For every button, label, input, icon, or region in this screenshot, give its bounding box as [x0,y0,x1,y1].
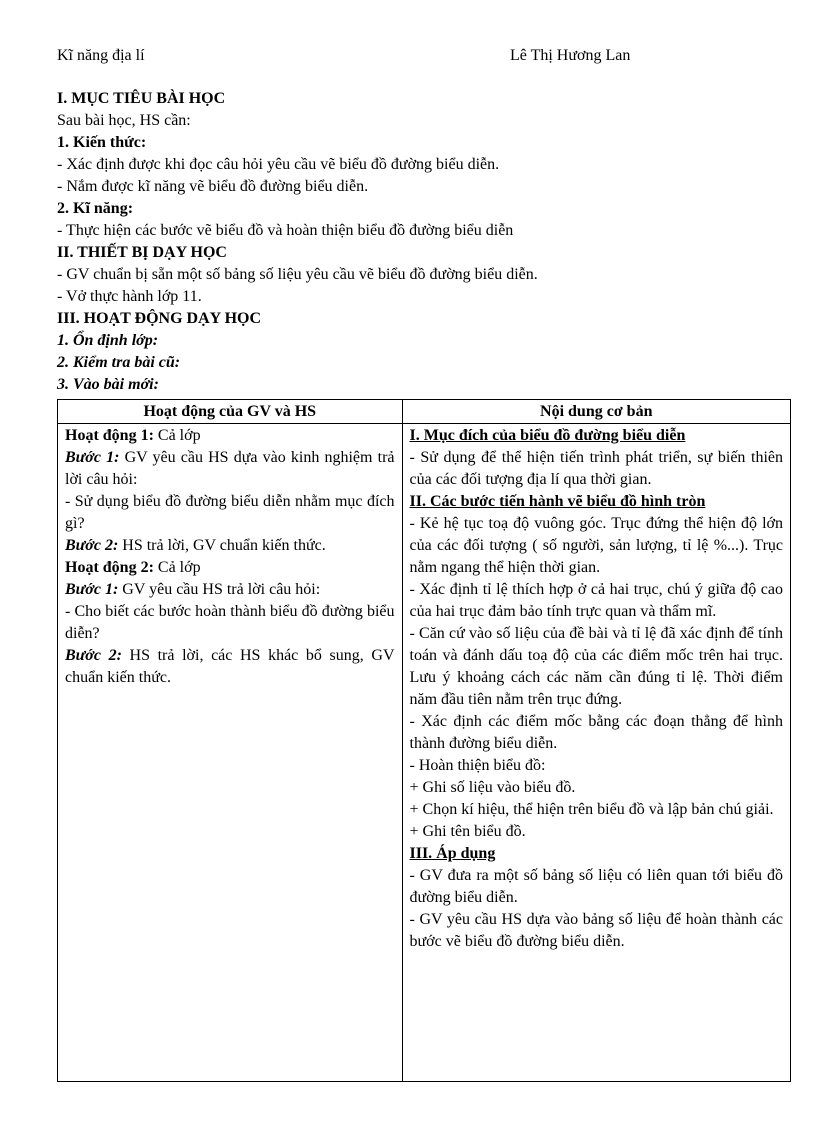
step-label: Bước 1: [65,581,119,598]
paragraph: - Hoàn thiện biểu đồ: [409,757,546,774]
subheading-on-dinh-lop: 1. Ổn định lớp: [57,332,159,349]
content-cell [402,424,791,1082]
paragraph [65,425,395,447]
paragraph: + Ghi số liệu vào biểu đồ. [409,779,576,796]
paragraph: - Sử dụng biểu đồ đường biểu diễn nhằm mục đích gì? [65,493,395,532]
content-heading-cac-buoc: II. Các bước tiến hành vẽ biểu đồ hình tròn [409,493,706,510]
step-label: Bước 1: [65,449,120,466]
paragraph-text: HS trả lời, các HS khác bổ sung, GV chuẩn kiến thức. [65,647,395,686]
table-header-content: Nội dung cơ bản [402,400,791,424]
header-author-text: Lê Thị Hương Lan [510,47,631,64]
step-label: Bước 2: [65,537,119,554]
paragraph: - GV đưa ra một số bảng số liệu có liên quan tới biểu đồ đường biểu diễn. [409,867,783,906]
paragraph: - Cho biết các bước hoàn thành biểu đồ đường biểu diễn? [65,603,395,642]
step-label: Bước 2: [65,647,122,664]
intro-line: - Xác định được khi đọc câu hỏi yêu cầu vẽ biểu đồ đường biểu diễn. [57,156,500,173]
section-heading-hoat-dong: III. HOẠT ĐỘNG DẠY HỌC [57,310,262,327]
activities-cell [58,424,403,1082]
activity-label: Hoạt động 1: [65,427,154,444]
paragraph: - Sử dụng để thể hiện tiến trình phát triển, sự biến thiên của các đối tượng địa lí qua thời gian. [409,449,783,488]
intro-line: - Vở thực hành lớp 11. [57,288,202,305]
paragraph [65,645,395,689]
intro-section [57,88,791,396]
table-header-row [58,400,791,424]
paragraph-text: Cả lớp [153,427,201,444]
content-heading-muc-dich: I. Mục đích của biểu đồ đường biểu diễn [409,427,686,444]
subheading-kiem-tra-bai-cu: 2. Kiểm tra bài cũ: [57,354,181,371]
activity-label: Hoạt động 2: [65,559,154,576]
paragraph [65,579,395,601]
paragraph: - Xác định các điểm mốc bằng các đoạn thẳng để hình thành đường biểu diễn. [409,713,783,752]
document-header [57,45,791,67]
section-heading-thiet-bi: II. THIẾT BỊ DẠY HỌC [57,244,227,261]
paragraph-text: GV yêu cầu HS dựa vào kinh nghiệm trả lời câu hỏi: [65,449,395,488]
paragraph [65,447,395,491]
paragraph: - Kẻ hệ tục toạ độ vuông góc. Trục đứng thể hiện độ lớn của các đối tượng ( số người, sản lượng, tỉ lệ %...). Trục nằm ngang thể hiện thời gian. [409,515,783,576]
paragraph: - GV yêu cầu HS dựa vào bảng số liệu để hoàn thành các bước vẽ biểu đồ đường biểu diễn. [409,911,783,950]
subheading-ki-nang: 2. Kĩ năng: [57,200,134,217]
header-subject-text: Kĩ năng địa lí [57,47,145,64]
subheading-kien-thuc: 1. Kiến thức: [57,134,147,151]
paragraph: - Căn cứ vào số liệu của đề bài và tỉ lệ đã xác định để tính toán và đánh dấu toạ độ của các điểm mốc trên hai trục. Lưu ý khoảng cách các năm cần đúng tỉ lệ. Thời điểm năm đầu tiên nằm trên trục đứng. [409,625,783,708]
intro-line: - Nắm được kĩ năng vẽ biểu đồ đường biểu diễn. [57,178,369,195]
paragraph-text: HS trả lời, GV chuẩn kiến thức. [118,537,326,554]
table-body-row [58,424,791,1082]
subheading-vao-bai-moi: 3. Vào bài mới: [57,376,159,393]
paragraph: + Ghi tên biểu đồ. [409,823,526,840]
paragraph-text: GV yêu cầu HS trả lời câu hỏi: [118,581,321,598]
intro-line: Sau bài học, HS cần: [57,112,191,129]
paragraph: - Xác định tỉ lệ thích hợp ở cả hai trục, chú ý giữa độ cao của hai trục đảm bảo tính trực quan và thẩm mĩ. [409,581,783,620]
content-heading-ap-dung: III. Áp dụng [409,845,496,862]
paragraph [65,557,395,579]
paragraph [65,535,395,557]
section-heading-muc-tieu: I. MỤC TIÊU BÀI HỌC [57,90,226,107]
intro-line: - Thực hiện các bước vẽ biểu đồ và hoàn thiện biểu đồ đường biểu diễn [57,222,514,239]
paragraph-text: Cả lớp [153,559,201,576]
paragraph: + Chọn kí hiệu, thể hiện trên biểu đồ và lập bản chú giải. [409,801,774,818]
intro-line: - GV chuẩn bị sẵn một số bảng số liệu yêu cầu vẽ biểu đồ đường biểu diễn. [57,266,538,283]
table-header-activities: Hoạt động của GV và HS [58,400,403,424]
lesson-plan-table [57,399,791,1082]
